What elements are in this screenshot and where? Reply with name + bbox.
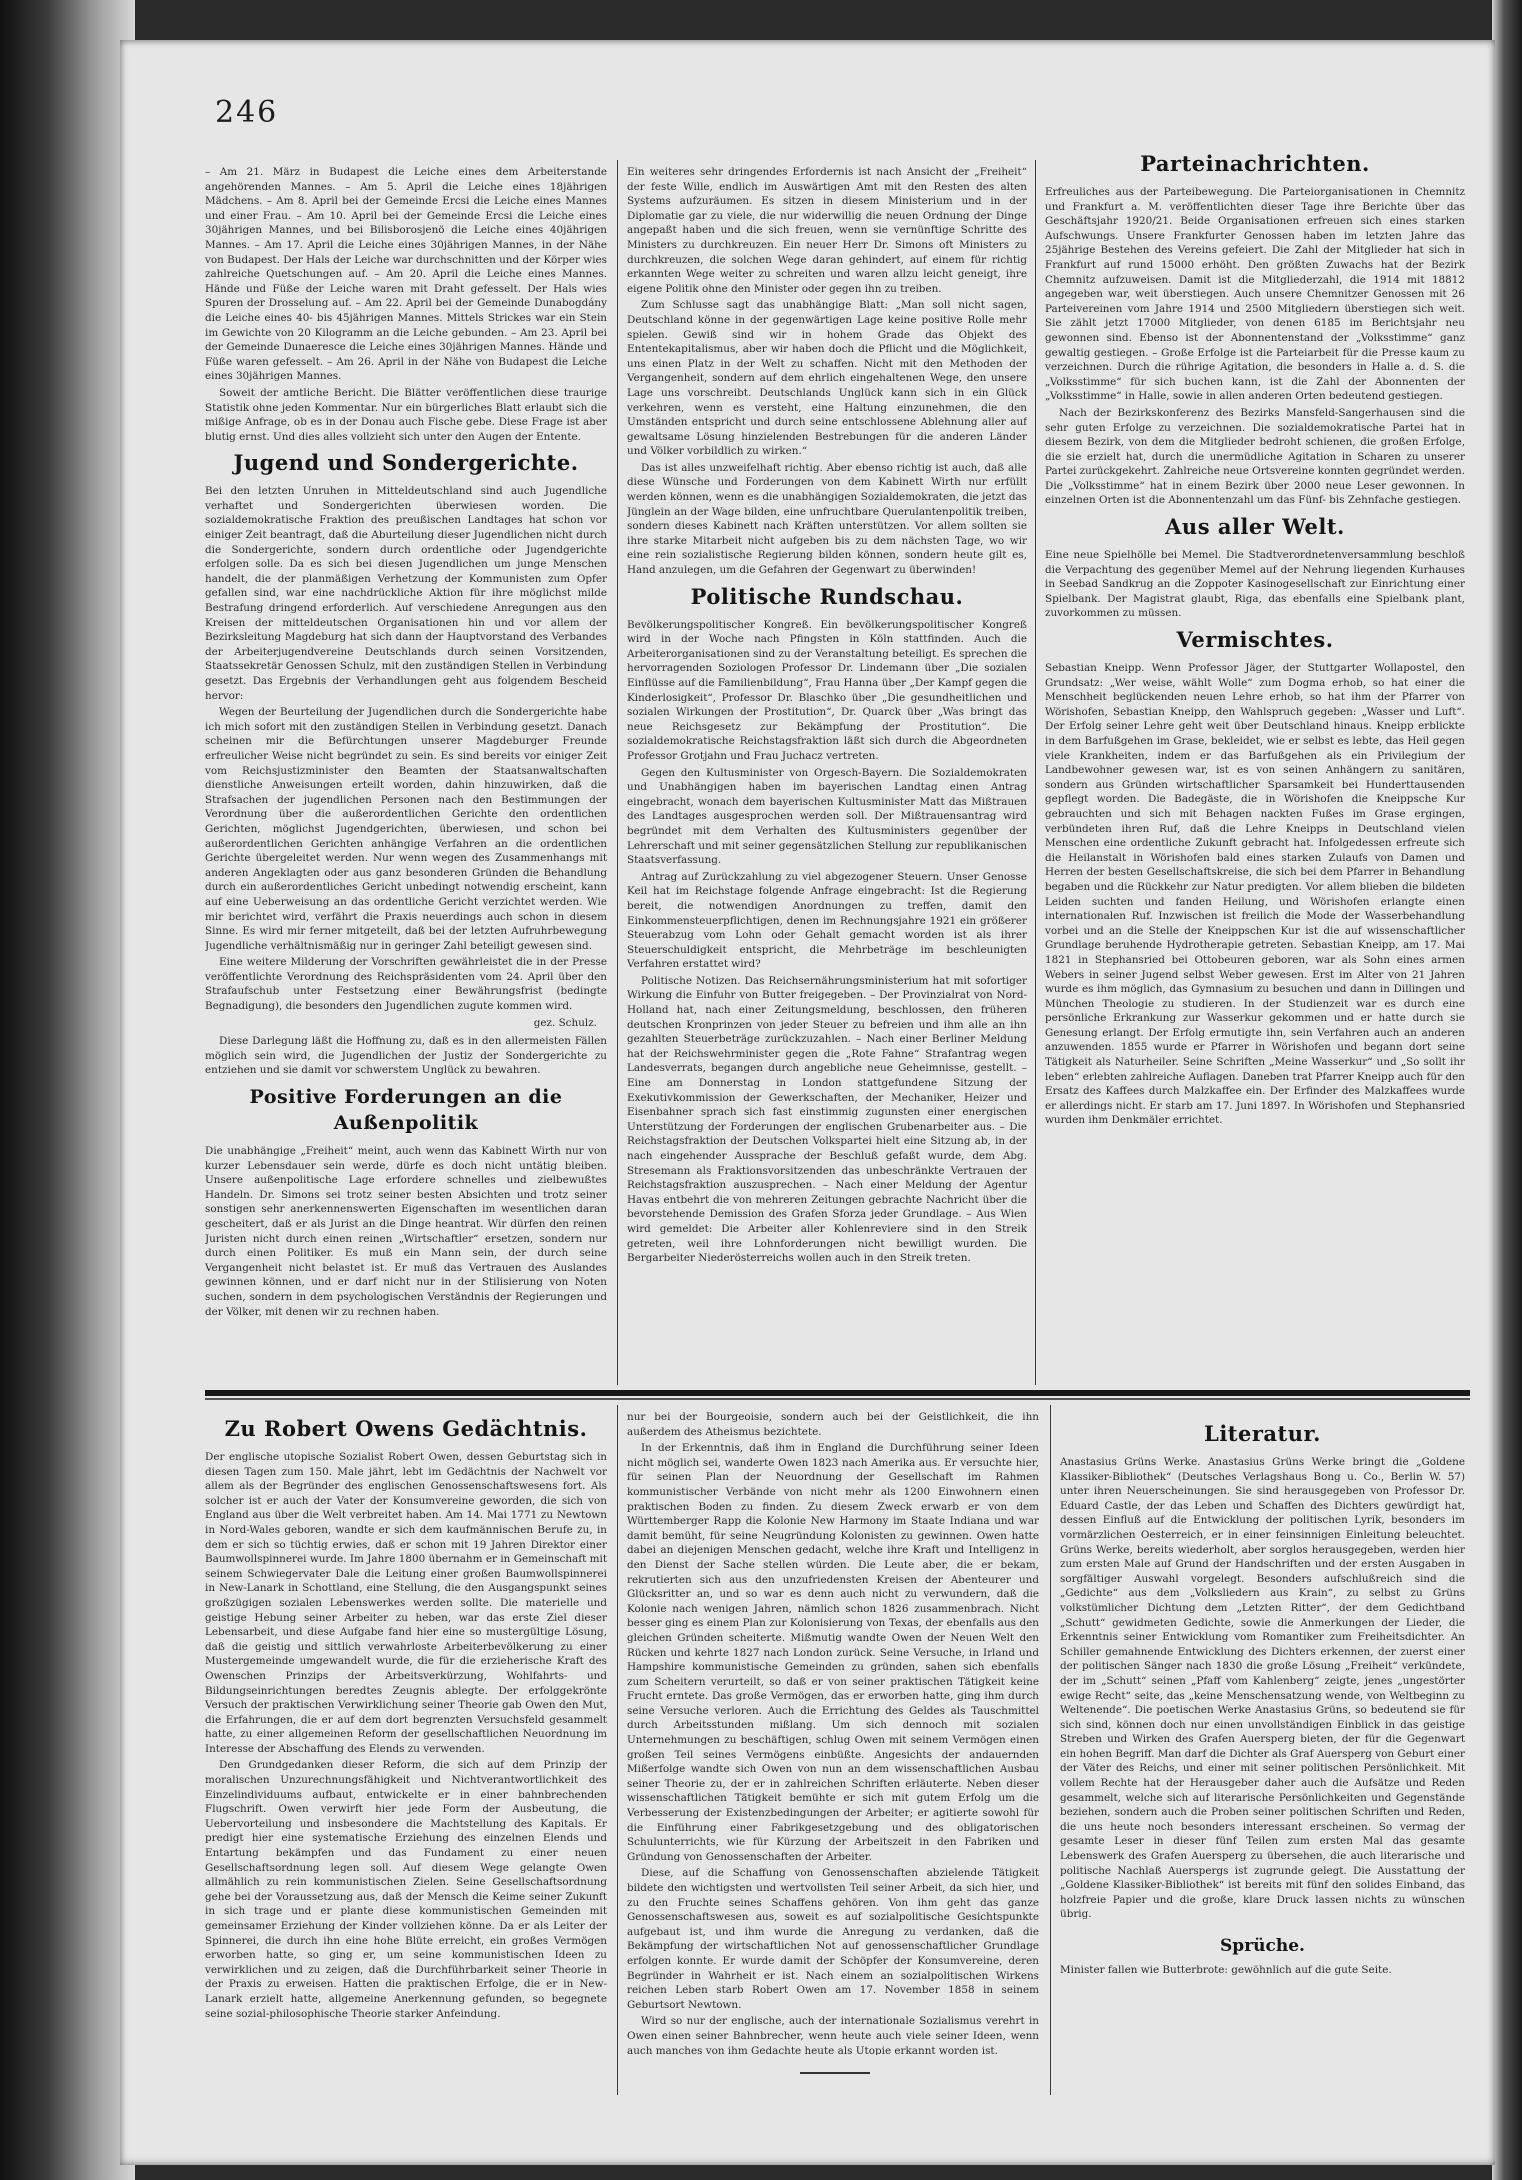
article-paragraph: Anastasius Grüns Werke. Anastasius Grüns Werke bringt die „Goldene Klassiker-Bibliothek“ (Deutsches Verlagshaus Bong u. Co., Berlin W. 57) unter ihren Neuerscheinungen. Sie sind herausgegeben von Professor Dr. Eduard Castle, der das Leben und Schaffen des Dichters gewürdigt hat, dessen Einfluß auf die Entwicklung der politischen Lyrik, besonders im vormärzlichen Oesterreich, er in einer feinsinnigen Einleitung beleuchtet. Grüns Werke, bereits wiederholt, aber sorglos herausgegeben, werden hier zum ersten Male auf Grund der Handschriften und der ersten Ausgaben in sorgfältiger Auswahl vorgelegt. Besonders aufschlußreich sind die „Gedichte“ aus dem „Volksliedern aus Krain“, zu selbst zu Grüns volkstümlicher Dichtung dem „Letzten Ritter“, der dem Gedichtband „Schutt“ gewidmeten Gedichte, sowie die Anmerkungen der Lieder, die Erkenntnis seiner Entwicklung vom Romantiker zum Freiheitsdichter. An Schiller gemahnende Entwicklung des Dichters erkennen, der zuerst einer der politischen Sänger nach 1830 die große Lösung „Freiheit“ verkündete, der im „Schutt“ seinen „Pfaff vom Kahlenberg“ zeigte, jenes „ungestörter ewige Recht“ seite, das „keine Menschensatzung wende, von Weltbeginn zu Weltenende“. Die poetischen Werke Anastasius Grüns, so bedeutend sie für sich sind, können doch nur einen unvollständigen Einblick in das geistige Streben und Wirken des Grafen Auersperg bieten, der für die Gegenwart ein hohen Begriff. Man darf die Dichter als Graf Auersperg von Geburt einer der Väter des Reichs, und einer mit seiner politischen Persönlichkeit. Mit vollem Rechte hat der Herausgeber daher auch die Aufsätze und Reden gesammelt, welche sich auf literarische Persönlichkeiten und Gegenstände beziehen, sondern auch die Proben seiner politischen Schriften und Reden, die uns heute noch besonders interessant erscheinen. So vermag der gesamte Leser in dieser fünf Teilen zum ersten Mal das gesamte Lebenswerk des Grafen Auersperg zu übersehen, die auch literarische und politische Nachlaß Auerspergs ist zugrunde gelegt. Die Ausstattung der „Goldene Klassiker-Bibliothek“ ist bereits mit fünf den solides Einband, das holzfreie Papier und die große, klare Druck lassen nichts zu wünschen übrig. xyxy=(1060,1456,1465,1921)
column-left-upper xyxy=(205,165,607,1385)
quoted-paragraph: Wegen der Beurteilung der Jugendlichen durch die Sondergerichte habe ich mich sofort mit den zuständigen Stellen in Verbindung gesetzt. Danach scheinen mir die Befürchtungen unserer Magdeburger Freunde erfreulicher Weise nicht begründet zu sein. Es sind bereits vor einiger Zeit vom Reichsjustizminister den Beamten der Staatsanwaltschaften dienstliche Anweisungen erteilt worden, dahin hinzuwirken, daß die Strafsachen der jugendlichen Personen nach den Bestimmungen der Verordnung über die außerordentlichen Gerichte den ordentlichen Gerichten, möglichst Jugendgerichten, überwiesen, und schon bei außerordentlichen Gerichten anhängige Verfahren an die ordentlichen Gerichte übergeleitet werden. Nur wenn wegen des Zusammenhangs mit anderen Angeklagten oder aus ganz besonderen Gründen die Behandlung durch ein außerordentliches Gericht unbedingt notwendig erscheint, kann auf eine Ueberweisung an das ordentliche Gericht verzichtet werden. Wie mir berichtet wird, verfährt die Praxis neuerdings auch schon in diesem Sinne. Es wird mir ferner mitgeteilt, daß bei der letzten Aufruhrbewegung Jugendliche verhältnismäßig nur in geringer Zahl beteiligt gewesen sind. xyxy=(205,706,607,952)
article-paragraph: Den Grundgedanken dieser Reform, die sich auf dem Prinzip der moralischen Unzurechnungsfähigkeit und Nichtverantwortlichkeit des Einzelindividuums aufbaut, entwickelte er in einer bahnbrechenden Flugschrift. Owen verwirft hier jede Form der Ausbeutung, die Uebervorteilung und insbesondere die Machtstellung des Kapitals. Er predigt hier eine systematische Erziehung des einzelnen Elends und Entartung bekämpfen und das Fundament zu einer neuen Gesellschaftsordnung legen soll. Auf diesem Wege gelangte Owen allmählich zu rein kommunistischen Zielen. Seine Gesellschaftsordnung gehe bei der Voraussetzung aus, daß der Mensch die Keime seiner Zukunft in sich trage und er plante diese kommunistischen Gemeinden mit gemeinsamer Erziehung der Kinder vollziehen könne. Da er als Leiter der Spinnerei, die durch ihn eine hohe Blüte erreicht, ein großes Vermögen erworben hatte, so ging er, um seine kommunistischen Ideen zu verwirklichen und zu zeigen, daß die Durchführbarkeit seiner Theorie in der Praxis zu erweisen. Hatten die praktischen Erfolge, die er in New-Lanark erzielt hatte, allgemeine Anerkennung gefunden, so begegnete seine sozial-philosophische Theorie starker Anfeindung. xyxy=(205,1759,607,2020)
news-item: Bevölkerungspolitischer Kongreß. Ein bevölkerungspolitischer Kongreß wird in der Woche nach Pfingsten in Köln stattfinden. Auch die Arbeiterorganisationen sind zu der Veranstaltung beteiligt. Es sprechen die hervorragenden Soziologen Professor Dr. Lindemann über „Die sozialen Einflüsse auf die Familienbildung“, Frau Hanna über „Der Kampf gegen die Kinderlosigkeit“, Professor Dr. Blaschko über „Die gesundheitlichen und sozialen Wirkungen der Prostitution“, Dr. Quarck über „Was bringt das neue Reichsgesetz zur Bekämpfung der Prostitution“. Die sozialdemokratische Reichstagsfraktion läßt sich durch die Abgeordneten Professor Grotjahn und Frau Juchacz vertreten. xyxy=(627,618,1027,762)
column-right-upper xyxy=(1045,145,1465,1385)
article-paragraph: Diese, auf die Schaffung von Genossenschaften abzielende Tätigkeit bildete den wichtigsten und wertvollsten Teil seiner Arbeit, da sich hier, und zu den Fruchte seines Schaffens gehören. Von ihm geht das ganze Genossenschaftswesen aus, soweit es auf sozialpolitische Gesichtspunkte aufgebaut ist, und ihm wurde die Anregung zu verdanken, daß die Bekämpfung der wirtschaftlichen Not auf genossenschaftlicher Grundlage erfolgen konnte. Er wurde damit der Schöpfer der Konsumvereine, deren Begründer in Wahrheit er ist. Nach einem an sozialpolitischen Wirkens reichen Leben starb Robert Owen am 17. November 1858 in seinem Geburtsort Newtown. xyxy=(627,1867,1039,2011)
article-heading-partei: Parteinachrichten. xyxy=(1140,151,1370,176)
article-heading-literatur: Literatur. xyxy=(1204,1421,1321,1446)
section-rule-thin xyxy=(205,1398,1470,1400)
article-fragment-paragraph: – Am 21. März in Budapest die Leiche eines dem Arbeiterstande angehörenden Mannes. – Am 5. April die Leiche eines 18jährigen Mädchens. – Am 8. April bei der Gemeinde Ercsi die Leiche eines Mannes und einer Frau. – Am 10. April bei der Gemeinde Ercsi die Leiche eines 30jährigen Mannes, und bei Bilisborosjenö die Leiche eines 40jährigen Mannes. – Am 17. April die Leiche eines 30jährigen Mannes, in der Nähe von Budapest. Der Hals der Leiche war durchschnitten und der Körper wies zahlreiche Quetschungen auf. – Am 20. April die Leiche eines Mannes. Hände und Füße der Leiche waren mit Draht gefesselt. Der Hals wies Spuren der Drosselung auf. – Am 22. April bei der Gemeinde Dunabogdány die Leiche eines 40- bis 45jährigen Mannes. Mittels Strickes war ein Stein im Gewichte von 20 Kilogramm an die Leiche gebunden. – Am 23. April bei der Gemeinde Dunaeresce die Leiche eines 30jährigen Mannes. Hände und Füße waren gefesselt. – Am 26. April in der Nähe von Budapest die Leiche eines 30jährigen Mannes. xyxy=(205,166,607,383)
column-rule xyxy=(617,1405,618,2095)
news-item: Erfreuliches aus der Parteibewegung. Die Parteiorganisationen in Chemnitz und Frankfurt a. M. veröffentlichten dieser Tage ihre Berichte über das Geschäftsjahr 1920/21. Beide Organisationen erfreuen sich eines starken Aufschwungs. Unsere Frankfurter Genossen haben im letzten Jahre das 25jährige Bestehen des Vereins gefeiert. Die Zahl der Mitglieder hat sich in Frankfurt auf rund 15000 erhöht. Den größten Zuwachs hat der Bezirk Chemnitz aufzuweisen. Damit ist die Mitgliederzahl, die 1914 mit 18812 angegeben war, weit überstiegen. Auch unsere Chemnitzer Genossen mit 26 Parteivereinen vom Jahre 1914 und 2500 Mitgliedern überstiegen sich weit. Sie zählt jetzt 17000 Mitglieder, von denen 6185 im Berichtsjahr neu gewonnen sind. Ebenso ist der Abonnentenstand der „Volksstimme“ ganz gewaltig gestiegen. – Große Erfolge ist die Parteiarbeit für die Presse kaum zu verzeichnen. Durch die rührige Agitation, die besonders in Halle a. d. S. die „Volksstimme“ für sich buchen kann, ist die Zahl der Abonnenten der „Volksstimme“ in Halle, sowie in allen anderen Orten bedeutend gestiegen. xyxy=(1045,186,1465,403)
article-paragraph: Der englische utopische Sozialist Robert Owen, dessen Geburtstag sich in diesen Tagen zum 150. Male jährt, lebt im Gedächtnis der Nachwelt vor allem als der Begründer des englischen Genossenschaftswesens fort. Als solcher ist er auch der Vater der Konsumvereine geworden, die sich von England aus über die Welt verbreitet haben. Am 14. Mai 1771 zu Newtown in Nord-Wales geboren, wandte er sich dem kaufmännischen Berufe zu, in dem er sich so tüchtig erwies, daß er schon mit 19 Jahren Direktor einer Baumwollspinnerei wurde. Im Jahre 1800 übernahm er in Gemeinschaft mit seinem Schwiegervater Dale die Leitung einer großen Baumwollspinnerei in New-Lanark in Schottland, eine Stellung, die den Ausgangspunkt seines großzügigen sozialen Lebenswerkes werden sollte. Die materielle und geistige Hebung seiner Arbeiter zu heben, war das erste Ziel dieser Lebensarbeit, und diese Aufgabe fand hier eine so mustergültige Lösung, daß die geistig und sittlich verwahrloste Arbeiterbevölkerung zu einer Mustergemeinde umgewandelt wurde, die für die erzieherische Kraft des Owenschen Prinzips der Arbeitsverkürzung, Wohlfahrts- und Bildungseinrichtungen beredtes Zeugnis ablegte. Der erfolggekrönte Versuch der praktischen Verwirklichung seiner Theorie gab Owen den Mut, die Erfahrungen, die er auf dem dort begrenzten Versuchsfeld gesammelt hatte, zu einer allgemeinen Reform der gesellschaftlichen Neuordnung im Interesse der Abschaffung des Elends zu verwenden. xyxy=(205,1451,607,1755)
column-rule xyxy=(1035,160,1036,1385)
article-paragraph: Das ist alles unzweifelhaft richtig. Aber ebenso richtig ist auch, daß alle diese Wünsche und Forderungen von dem Kabinett Wirth nur erfüllt werden können, wenn es die unabhängigen Sozialdemokraten, die jetzt das Jünglein an der Wage bilden, eine unfruchtbare Querulantenpolitik treiben, sondern dieses Kabinett nach Kräften unterstützen. Vor allem sollten sie ihre starke Mitarbeit nicht aufgeben bis zu dem nächsten Tage, wo wir eine rein sozialistische Regierung bilden können, sondern heute gilt es, Hand anzulegen, um die Gefahren der Gegenwart zu überwinden! xyxy=(627,461,1027,577)
article-heading-vermischtes: Vermischtes. xyxy=(1176,627,1334,653)
aphorism: Minister fallen wie Butterbrote: gewöhnlich auf die gute Seite. xyxy=(1060,1964,1392,1976)
article-paragraph: Zum Schlusse sagt das unabhängige Blatt: „Man soll nicht sagen, Deutschland könne in der gegenwärtigen Lage keine positive Rolle mehr spielen. Gewiß sind wir in hohem Grade das Objekt des Ententekapitalismus, aber wir haben doch die Pflicht und die Möglichkeit, uns einen Platz in der Welt zu schaffen. Nicht mit den Methoden der Vergangenheit, sondern auf dem ehrlich eingehaltenen Wege, den unsere Lage uns vorschreibt. Deutschlands Unglück kann sich in ein Glück verkehren, wenn es versteht, eine Haltung einzunehmen, die den Umständen entspricht und durch seine entschlossene Ablehnung aller auf gewaltsame Lösung hinzielenden Bestrebungen für die anderen Länder und Völker vorbildlich zu wirken.“ xyxy=(627,299,1027,458)
column-right-lower xyxy=(1060,1415,1465,2090)
news-item: Nach der Bezirkskonferenz des Bezirks Mansfeld-Sangerhausen sind die sehr guten Erfolge zu verzeichnen. Die sozialdemokratische Partei hat in diesem Bezirk, von dem die Mitglieder bedroht schienen, die großen Erfolge, die sie erzielt hat, durch die unermüdliche Agitation in Scharen zu unserer Partei zurückgekehrt. Zahlreiche neue Ortsvereine konnten gegründet werden. Die „Volksstimme“ hat in einem Bezirk über 2000 neue Leser gewonnen. In einzelnen Orten ist die Abonnentenzahl um das Fünf- bis Zehnfache gestiegen. xyxy=(1045,406,1465,507)
page-edge-shadow xyxy=(1492,0,1522,2180)
article-paragraph: Diese Darlegung läßt die Hoffnung zu, daß es in den allermeisten Fällen möglich sein wird, die Jugendlichen der Justiz der Sondergerichte zu entziehen und sie damit vor schwerstem Unglück zu bewahren. xyxy=(205,1035,607,1077)
news-item: Gegen den Kultusminister von Orgesch-Bayern. Die Sozialdemokraten und Unabhängigen haben im bayerischen Landtag einen Antrag eingebracht, wonach dem bayerischen Kultusminister Matt das Mißtrauen des Landtages ausgesprochen werden soll. Der Mißtrauensantrag wird begründet mit dem Verhalten des Kultusministers gegenüber der Lehrerschaft und mit seiner gegensätzlichen Stellung zur republikanischen Staatsverfassung. xyxy=(627,766,1027,867)
page-number: 246 xyxy=(215,95,279,130)
article-heading-sprueche: Sprüche. xyxy=(1220,1936,1305,1956)
article-paragraph: nur bei der Bourgeoisie, sondern auch bei der Geistlichkeit, die ihn außerdem des Atheismus bezichtete. xyxy=(627,1411,1039,1438)
article-fragment-paragraph: Soweit der amtliche Bericht. Die Blätter veröffentlichen diese traurige Statistik ohne jeden Kommentar. Nur ein bürgerliches Blatt erlaubt sich die mißige Anfrage, ob es in der Donau auch Fische gebe. Diese Frage ist aber blutig ernst. Und dies alles vollzieht sich unter den Augen der Entente. xyxy=(205,386,607,443)
article-paragraph: Bei den letzten Unruhen in Mitteldeutschland sind auch Jugendliche verhaftet und Sondergerichten überwiesen worden. Die sozialdemokratische Fraktion des preußischen Landtages hat schon vor einiger Zeit beantragt, daß die Aburteilung dieser Jugendlichen nicht durch die Sondergerichte, sondern durch ordentliche oder Jugendgerichte erfolgen solle. Da es sich bei diesen Jugendlichen um junge Menschen handelt, die der planmäßigen Verhetzung der Kommunisten zum Opfer gefallen sind, war eine nachdrückliche Aktion für ihre möglichst milde Bestrafung dringend erforderlich. Auf verschiedene Anregungen aus den Kreisen der mitteldeutschen Organisationen hin und vor allem der Bezirksleitung Magdeburg hat sich dann der Hauptvorstand des Verbandes der Arbeiterjugendvereine Deutschlands durch seinen Vorsitzenden, Staatssekretär Genossen Schulz, mit den zuständigen Stellen in Verbindung gesetzt. Das Ergebnis der Verhandlungen geht aus folgendem Bescheid hervor: xyxy=(205,485,607,702)
news-item: Politische Notizen. Das Reichsernährungsministerium hat mit sofortiger Wirkung die Einfuhr von Butter freigegeben. – Der Provinzialrat von Nord-Holland hat, nach einer Zeitungsmeldung, beschlossen, den früheren deutschen Kronprinzen von jeder Steuer zu befreien und ihm alle an ihn gezahlten Steuerbeträge zurückzuzahlen. – Nach einer Berliner Meldung hat der Reichswehrminister gegen die „Rote Fahne“ Strafantrag wegen Landesverrats, begangen durch angebliche neue Geheimnisse, gestellt. – Eine am Donnerstag in London stattgefundene Sitzung der Exekutivkommission der Gewerkschaften, der Mechaniker, Heizer und Eisenbahner sprach sich fast einstimmig zugunsten einer energischen Unterstützung der Forderungen der englischen Grubenarbeiter aus. – Die Reichstagsfraktion der Deutschen Volkspartei hielt eine Sitzung ab, in der nach eingehender Aussprache der Beschluß gefaßt wurde, dem Abg. Stresemann als Fraktionsvorsitzenden das unbeschränkte Vertrauen der Reichstagsfraktion auszusprechen. – Nach einer Meldung der Agentur Havas entbehrt die von mehreren Zeitungen gebrachte Nachricht über die bevorstehende Demission des Grafen Sforza jeder Grundlage. – Aus Wien wird gemeldet: Die Arbeiter aller Kohlenreviere sind in den Streik getreten, weil ihre Lohnforderungen nicht bewilligt wurden. Die Bergarbeiter Niederösterreichs wollen auch in den Streik treten. xyxy=(627,974,1027,1265)
quoted-paragraph: Eine weitere Milderung der Vorschriften gewährleistet die in der Presse veröffentlichte Verordnung des Reichspräsidenten vom 24. April über den Strafaufschub unter Festsetzung einer Bewährungsfrist (bedingte Begnadigung), die besonders den Jugendlichen zugute kommen wird. xyxy=(205,956,607,1013)
column-rule xyxy=(1050,1405,1051,2095)
article-heading-welt: Aus aller Welt. xyxy=(1165,514,1345,540)
column-middle-lower xyxy=(627,1410,1039,2055)
signature: gez. Schulz. xyxy=(533,1016,597,1029)
article-heading-rundschau: Politische Rundschau. xyxy=(690,583,964,609)
column-middle-upper xyxy=(627,165,1027,1385)
article-paragraph: Ein weiteres sehr dringendes Erfordernis ist nach Ansicht der „Freiheit“ der feste Wille, endlich im Auswärtigen Amt mit den Resten des alten Systems aufzuräumen. Es sitzen in diesem Ministerium und in der Diplomatie gar zu viele, die nur widerwillig die neuen Ordnung der Dinge angepaßt haben und die sich freuen, wenn sie vernünftige Schritte des Ministers zu durchkreuzen. Ein neuer Herr Dr. Simons oft Ministers zu durchkreuzen, die solchen Wege daran gehindert, auf einem für richtig erkannten Wege weiter zu schreiten und waren allzu leicht geneigt, ihre eigene Politik ohne den Minister oder gegen ihn zu treiben. xyxy=(627,166,1027,295)
news-item: Antrag auf Zurückzahlung zu viel abgezogener Steuern. Unser Genosse Keil hat im Reichstage folgende Anfrage eingebracht: Ist die Regierung bereit, die notwendigen Anordnungen zu treffen, damit den Einkommensteuerpflichtigen, denen im Rechnungsjahre 1921 ein größerer Steuerabzug vom Lohn oder Gehalt gemacht worden ist als ihrer Steuerschuldigkeit entspricht, die Mehrbeträge im beschleunigten Verfahren erstattet wird? xyxy=(627,870,1027,971)
column-left-lower xyxy=(205,1410,607,2090)
news-item: Eine neue Spielhölle bei Memel. Die Stadtverordnetenversammlung beschloß die Verpachtung des gegenüber Memel auf der Nehrung liegenden Kurhauses in Seebad Sandkrug an die Zoppoter Kasinogesellschaft zur Einrichtung einer Spielbank. Der Magistrat glaubt, Riga, das ebenfalls eine Spielbank plant, zuvorkommen zu müssen. xyxy=(1045,549,1465,620)
article-heading-owen: Zu Robert Owens Gedächtnis. xyxy=(224,1416,588,1441)
article-heading-aussenpolitik: Positive Forderungen an die Außenpolitik xyxy=(249,1086,563,1135)
news-item: Sebastian Kneipp. Wenn Professor Jäger, der Stuttgarter Wollapostel, den Grundsatz: „Wer weise, wählt Wolle“ zum Dogma erhob, so hat einer die Menschheit beglückenden neuen Lehre erhob, so hat ihm der Pfarrer von Wörishofen, Sebastian Kneipp, den Wahlspruch gegeben: „Wasser und Luft“. Der Erfolg seiner Lehre geht weit über Deutschland hinaus. Kneipp erblickte in dem Barfußgehen im Grase, bekleidet, wie er selbst es lebte, das Heil gegen viele Krankheiten, indem er das Barfußgehen als ein Privilegium der Landbewohner gewesen war, ist es von seinen Anhängern zu sanitären, sondern aus Gründen wirtschaftlicher Sparsamkeit bei Hunderttausenden gepflegt worden. Die Badegäste, die in Wörishofen die Kneippsche Kur gebrauchten und sich mit Behagen nackten Fußes im Grase ergingen, verbündeten ihren Ruf, daß die Lehre Kneipps in Deutschland vielen Menschen eine ordentliche Zukunft gebracht hat. Infolgedessen erfreute sich die Heilanstalt in Wörishofen bald eines starken Zulaufs von Damen und Herren der besten Gesellschaftskreise, die sich bei dem Pfarrer in Behandlung begaben und die Rückkehr zur Natur predigten. Vor allem blieben die bildeten Leiden suchten und fanden Heilung, und Wörishofen erlangte einen internationalen Ruf. Inzwischen ist freilich die Mode der Wasserbehandlung vorbei und an die Stelle der Kneippschen Kur ist die auf wissenschaftlicher Grundlage beruhende Hydrotherapie getreten. Sebastian Kneipp, am 17. Mai 1821 in Stephansried bei Ottobeuren geboren, war als Sohn eines armen Webers in seiner Jugend selbst Weber gewesen. Erst im Alter von 21 Jahren wurde es ihm möglich, das Gymnasium zu besuchen und dann in Dillingen und München Theologie zu studieren. In der Studienzeit war es durch eine persönliche Erkrankung zur Wasserkur gekommen und er hatte durch sie Genesung erlangt. Der Erfolg ermutigte ihn, sein Verfahren auch an anderen anzuwenden. 1855 wurde er Pfarrer in Wörishofen und begann dort seine Tätigkeit als Naturheiler. Seine Schriften „Meine Wasserkur“ und „So sollt ihr leben“ erlebten zahlreiche Auflagen. Daneben trat Pfarrer Kneipp auch für den Ersatz des Kaffees durch Malzkaffee ein. Der Erfinder des Malzkaffees wurde er allerdings nicht. Er starb am 17. Juni 1897. In Wörishofen und Stephansried wurden ihm Denkmäler errichtet. xyxy=(1045,662,1465,1127)
book-binding xyxy=(0,0,135,2180)
article-paragraph: Wird so nur der englische, auch der internationale Sozialismus verehrt in Owen einen seiner Bahnbrecher, wenn heute auch viele seiner Ideen, wenn auch manches von ihm Gedachte heute als Utopie erkannt worden ist. xyxy=(627,2015,1039,2055)
article-end-rule xyxy=(800,2072,870,2074)
column-rule xyxy=(617,160,618,1385)
section-rule xyxy=(205,1390,1470,1396)
article-paragraph: In der Erkenntnis, daß ihm in England die Durchführung seiner Ideen nicht möglich sei, wanderte Owen 1823 nach Amerika aus. Er versuchte hier, für seinen Plan der Neuordnung der Gesellschaft im Rahmen kommunistischer Verbände von nicht mehr als 1200 Einwohnern einen praktischen Boden zu finden. Zu diesem Zweck erwarb er von dem Württemberger Rapp die Kolonie New Harmony im Staate Indiana und war damit bemüht, für seine Neugründung Kolonisten zu gewinnen. Owen hatte dabei an diejenigen Menschen gedacht, welche ihre Kraft und Intelligenz in den Dienst der Sache stellen würden. Die Leute aber, die er bekam, rekrutierten sich aus den unzufriedensten Kreisen der Abenteurer und Glücksritter an, und so war es denn auch nicht zu verwundern, daß die Kolonie nach wenigen Jahren, nämlich schon 1826 zusammenbrach. Nicht besser ging es einem Plan zur Kolonisierung von Texas, der ebenfalls aus den gleichen Gründen scheiterte. Mißmutig wandte Owen der Neuen Welt den Rücken und kehrte 1827 nach London zurück. Seine Versuche, in Irland und Hampshire kommunistische Gemeinden zu gründen, sahen sich ebenfalls zum Scheitern verurteilt, so daß er von seiner praktischen Tätigkeit keine Frucht erntete. Das große Vermögen, das er erworben hatte, ging ihm durch seine Versuche verloren. Auch die Errichtung des Geldes als Tauschmittel durch Arbeitsstunden mißlang. Um sich dennoch mit sozialen Unternehmungen zu beschäftigen, schlug Owen mit seinem Vermögen einen großen Teil seines Vermögens einbüßte. Angesichts der andauernden Mißerfolge wandte sich Owen von nun an dem wissenschaftlichen Ausbau seiner Theorie zu, der er in zahlreichen Schriften erläuterte. Neben dieser wissenschaftlichen Tätigkeit bemühte er sich mit gutem Erfolg um die Verbesserung der Existenzbedingungen der Arbeiter; er agitierte sowohl für die Einführung einer Fabrikgesetzgebung und des obligatorischen Schulunterrichts, wie für Kürzung der Arbeitszeit in den Fabriken und Gründung von Genossenschaften der Arbeiter. xyxy=(627,1442,1039,1863)
article-paragraph: Die unabhängige „Freiheit“ meint, auch wenn das Kabinett Wirth nur von kurzer Lebensdauer sein werde, dürfe es doch nicht untätig bleiben. Unsere außenpolitische Lage erfordere schnelles und zielbewußtes Handeln. Dr. Simons sei trotz seiner besten Absichten und trotz seiner sonstigen sehr anerkennenswerten Eigenschaften im wesentlichen daran gescheitert, daß er als Jurist an die Dinge heantrat. Wir dürfen den reinen Juristen nicht durch einen reinen „Wirtschaftler“ ersetzen, sondern nur durch einen Politiker. Es muß ein Mann sein, der durch seine Vergangenheit nicht belastet ist. Er muß das Vertrauen des Auslandes gewinnen können, und er darf nicht nur in der Stilisierung von Noten suchen, sondern in dem psychologischen Verständnis der Regierungen und der Völker, mit denen wir zu rechnen haben. xyxy=(205,1145,607,1318)
article-heading-jugend: Jugend und Sondergerichte. xyxy=(233,450,579,476)
